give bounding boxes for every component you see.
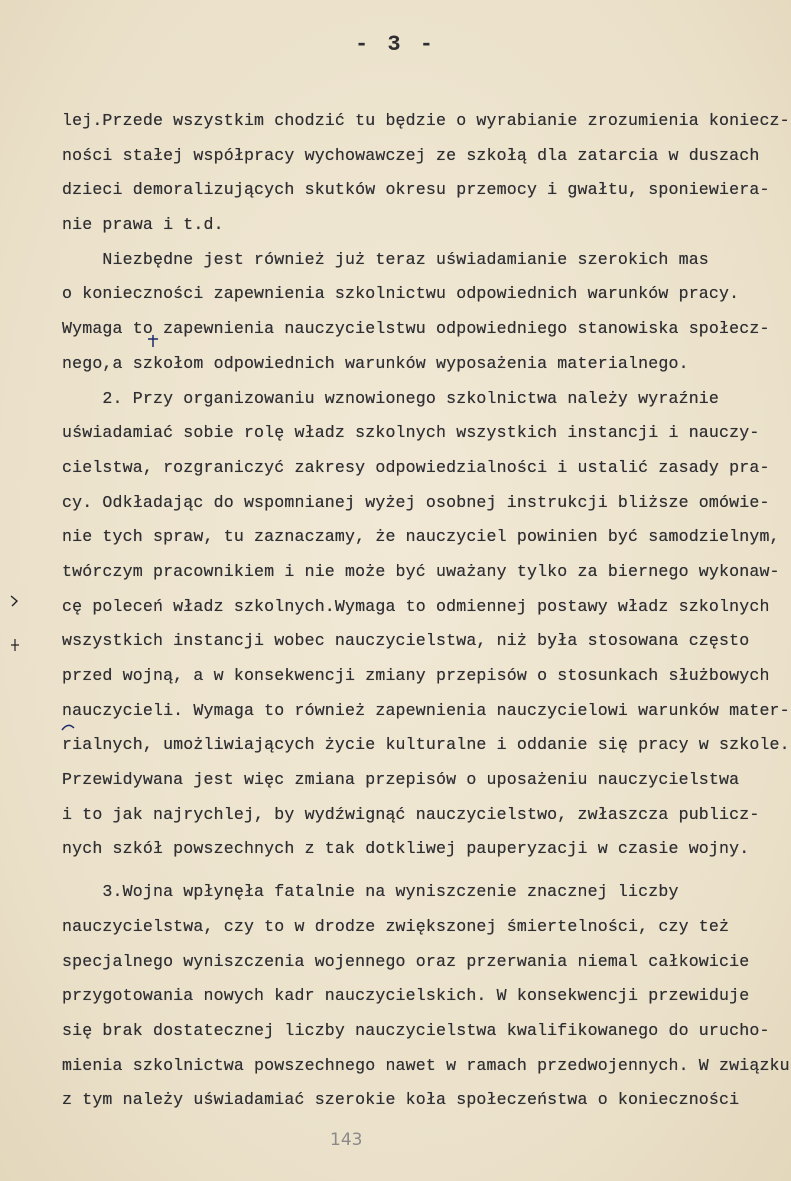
paragraph-first-line: Niezbędne jest również już teraz uświadamianie szerokich mas [62,249,709,269]
text-line: mienia szkolnictwa powszechnego nawet w ramach przedwojennych. W związku [62,1055,790,1075]
text-line: nie prawa i t.d. [62,215,224,235]
text-line: z tym należy uświadamiać szerokie koła społeczeństwa o konieczności [62,1090,740,1110]
text-line: Wymaga to zapewnienia nauczycielstwu odpowiedniego stanowiska społecz- [62,319,770,339]
typed-body-text [62,104,790,1118]
text-line: nych szkół powszechnych z tak dotkliwej pauperyzacji w czasie wojny. [62,839,750,859]
text-line: o konieczności zapewnienia szkolnictwu odpowiednich warunków pracy. [62,284,740,304]
text-line: nauczycieli. Wymaga to również zapewnienia nauczycielowi warunków mater- [62,700,790,720]
text-line: nie tych spraw, tu zaznaczamy, że nauczyciel powinien być samodzielnym, [62,527,780,547]
text-line: specjalnego wyniszczenia wojennego oraz przerwania niemal całkowicie [62,951,750,971]
text-line: Przewidywana jest więc zmiana przepisów o uposażeniu nauczycielstwa [62,770,740,790]
pen-correction-mark [60,722,76,734]
text-line: dzieci demoralizujących skutków okresu przemocy i gwałtu, sponiewiera- [62,180,770,200]
text-line: uświadamiać sobie rolę władz szkolnych wszystkich instancji i nauczy- [62,423,760,443]
text-line: wszystkich instancji wobec nauczycielstwa, niż była stosowana często [62,631,750,651]
text-line: przed wojną, a w konsekwencji zmiany przepisów o stosunkach służbowych [62,666,770,685]
text-line: cę poleceń władz szkolnych.Wymaga to odmiennej postawy władz szkolnych [62,596,770,616]
page-number: - 3 - [354,32,436,57]
margin-tick-mark [9,594,21,608]
text-line: lej.Przede wszystkim chodzić tu będzie o wyrabianie zrozumienia koniecz- [62,111,790,130]
margin-tick-mark [9,638,21,652]
paragraph-first-line: 2. Przy organizowaniu wznowionego szkolnictwa należy wyraźnie [62,388,720,408]
text-line: się brak dostatecznej liczby nauczycielstwa kwalifikowanego do urucho- [62,1020,770,1040]
text-line: rialnych, umożliwiających życie kulturalne i oddanie się pracy w szkole. [62,735,790,755]
text-line: ności stałej współpracy wychowawczej ze szkołą dla zatarcia w duszach [62,145,760,165]
text-line: twórczym pracownikiem i nie może być uważany tylko za biernego wykonaw- [62,561,780,581]
text-line: nego,a szkołom odpowiednich warunków wyposażenia materialnego. [62,353,689,373]
paragraph-first-line: 3.Wojna wpłynęła fatalnie na wyniszczenie znacznej liczby [62,882,679,902]
text-line: cy. Odkładając do wspomnianej wyżej osobnej instrukcji bliższe omówie- [62,492,770,512]
text-line: cielstwa, rozgraniczyć zakresy odpowiedzialności i ustalić zasady pra- [62,457,770,477]
text-line: i to jak najrychlej, by wydźwignąć nauczycielstwo, zwłaszcza publicz- [62,804,760,824]
text-line: przygotowania nowych kadr nauczycielskich. W konsekwencji przewiduje [62,986,750,1006]
text-line: nauczycielstwa, czy to w drodze zwiększonej śmiertelności, czy też [62,916,730,936]
pen-correction-mark [146,334,160,348]
folio-number: 143 [330,1130,363,1150]
